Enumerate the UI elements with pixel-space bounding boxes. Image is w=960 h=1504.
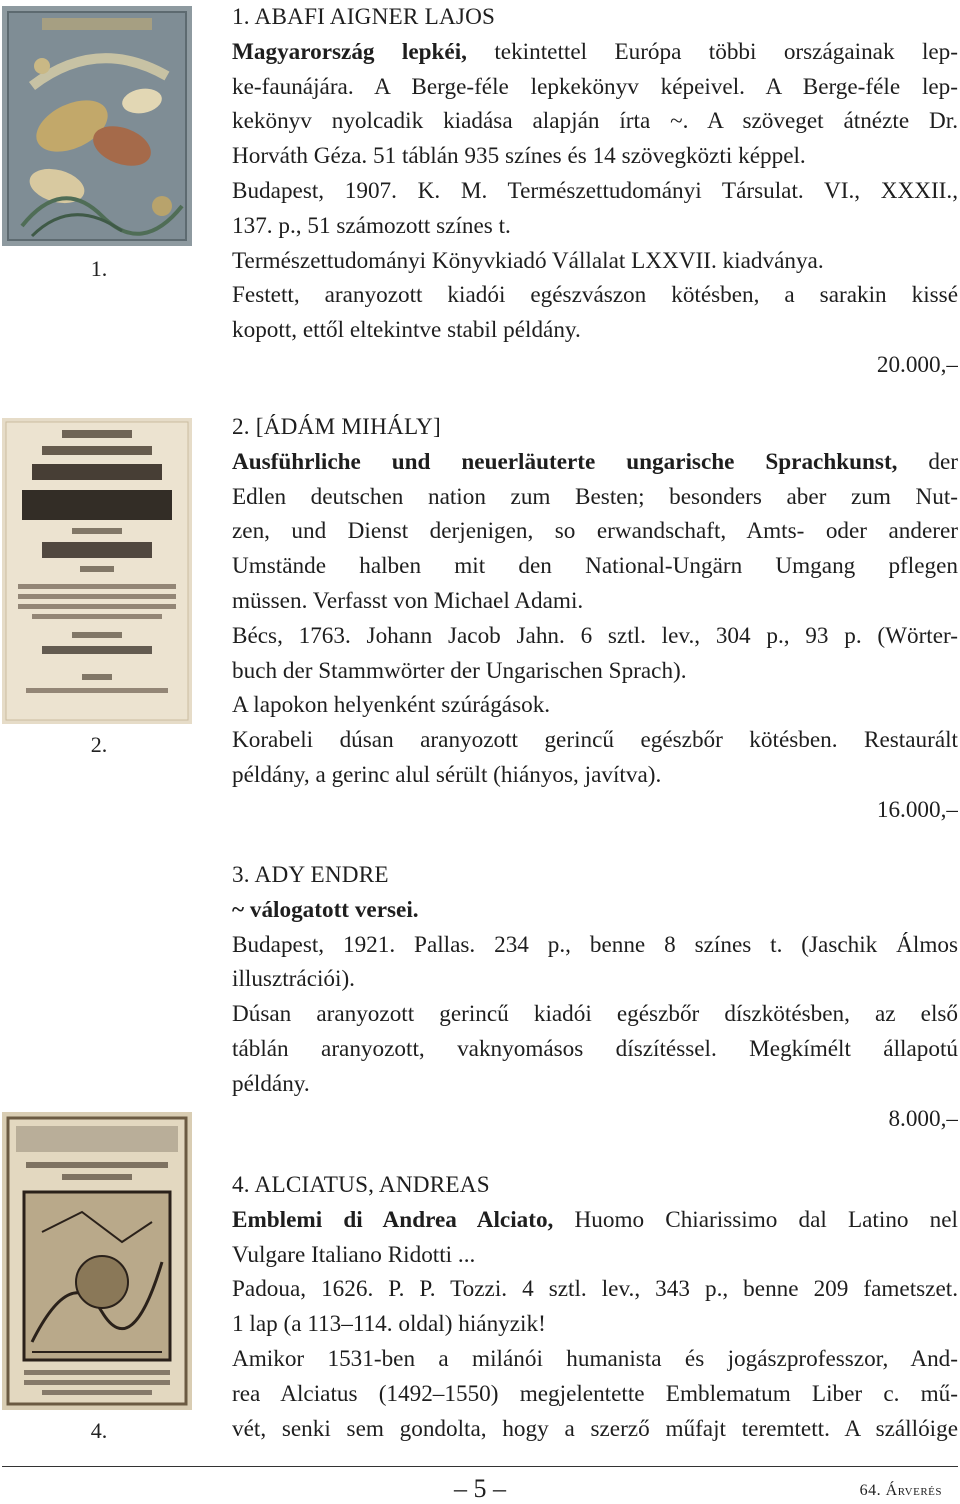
emblem-page-image-4[interactable] <box>2 1112 192 1410</box>
catalog-entry-2 <box>232 410 958 828</box>
entry-line: müssen. Verfasst von Michael Adami. <box>232 587 584 614</box>
thumbnail-label-2: 2. <box>90 732 108 757</box>
footer-divider <box>2 1466 958 1467</box>
entry-line: Vulgare Italiano Ridotti ... <box>232 1241 476 1268</box>
entry-title-rest: tekintettel Európa többi országainak lep- <box>466 38 958 65</box>
entry-line: kopott, ettől eltekintve stabil példány. <box>232 317 581 344</box>
entry-title-line <box>232 1203 958 1238</box>
entry-line: Budapest, 1921. Pallas. 234 p., benne 8 színes t. (Jaschik Álmos <box>232 931 958 958</box>
entry-line: Természettudományi Könyvkiadó Vállalat LXXVII. kiadványa. <box>232 247 824 274</box>
entry-title-line <box>232 445 958 480</box>
entry-title-rest: Huomo Chiarissimo dal Latino nel <box>553 1206 958 1233</box>
entry-heading: 4. ALCIATUS, ANDREAS <box>232 1172 490 1198</box>
entry-title: Ausführliche und neuerläuterte ungarische Sprachkunst, <box>232 448 898 475</box>
entry-line: Edlen deutschen nation zum Besten; besonders aber zum Nut- <box>232 483 958 510</box>
entry-line: Umstände halben mit den National-Ungärn Umgang pflegen <box>232 553 958 580</box>
entry-line: zen, und Dienst derjenigen, so erwandschaft, Amts- oder anderer <box>232 518 958 545</box>
entry-price: 8.000,– <box>888 1105 958 1132</box>
entry-line: Festett, aranyozott kiadói egészvászon kötésben, a sarakin kissé <box>232 282 958 309</box>
entry-heading: 1. ABAFI AIGNER LAJOS <box>232 4 496 30</box>
catalog-entry-4 <box>232 1168 958 1446</box>
entry-line: táblán aranyozott, vaknyomásos díszítéssel. Megkímélt állapotú <box>232 1035 958 1062</box>
entry-title: Magyarország lepkéi, <box>232 38 467 65</box>
entry-line: Padoua, 1626. P. P. Tozzi. 4 sztl. lev., 343 p., benne 209 fametszet. <box>232 1276 958 1303</box>
entry-line: rea Alciatus (1492–1550) megjelentette Emblematum Liber c. mű- <box>232 1380 958 1407</box>
entry-title: ~ válogatott versei. <box>232 896 419 923</box>
entry-price: 16.000,– <box>876 796 958 823</box>
entry-line: A lapokon helyenként szúrágások. <box>232 692 551 719</box>
entry-line: Dúsan aranyozott gerincű kiadói egészbőr díszkötésben, az első <box>232 1001 958 1028</box>
entry-price: 20.000,– <box>876 351 958 378</box>
auction-label: 64. Árverés <box>859 1482 942 1499</box>
entry-line: Horváth Géza. 51 táblán 935 színes és 14 szövegközti képpel. <box>232 143 806 170</box>
entry-heading: 2. [ÁDÁM MIHÁLY] <box>232 414 441 440</box>
entry-line: buch der Stammwörter der Ungarischen Sprach). <box>232 657 687 684</box>
entry-title-line <box>232 35 958 70</box>
entry-title: Emblemi di Andrea Alciato, <box>232 1206 554 1233</box>
catalog-entry-3 <box>232 858 958 1136</box>
catalog-entry-1 <box>232 0 958 383</box>
thumbnail-label-1: 1. <box>90 256 108 281</box>
page-number: – 5 – <box>454 1474 506 1503</box>
entry-line: 1 lap (a 113–114. oldal) hiányzik! <box>232 1311 546 1338</box>
entry-line: 137. p., 51 számozott színes t. <box>232 212 511 239</box>
entry-line: Amikor 1531-ben a milánói humanista és jogászprofesszor, And- <box>232 1345 958 1372</box>
entry-heading: 3. ADY ENDRE <box>232 862 389 888</box>
title-page-image-2[interactable] <box>2 418 192 724</box>
entry-line: példány, a gerinc alul sérült (hiányos, javítva). <box>232 761 662 788</box>
thumbnail-label-4: 4. <box>90 1418 108 1443</box>
book-cover-image-1[interactable] <box>2 6 192 246</box>
entry-line: kekönyv nyolcadik kiadása alapján írta ~. A szöveget átnézte Dr. <box>232 108 958 135</box>
entry-line: illusztrációi). <box>232 966 355 993</box>
entry-title-line <box>232 893 958 928</box>
entry-line: vét, senki sem gondolta, hogy a szerző műfajt teremtett. A szállóige <box>232 1415 958 1442</box>
entry-line: ke-faunájára. A Berge-féle lepkekönyv képeivel. A Berge-féle lep- <box>232 73 958 100</box>
entry-title-rest: der <box>897 448 958 475</box>
entry-line: Bécs, 1763. Johann Jacob Jahn. 6 sztl. lev., 304 p., 93 p. (Wörter- <box>232 622 958 649</box>
entry-line: példány. <box>232 1070 310 1097</box>
entry-line: Korabeli dúsan aranyozott gerincű egészbőr kötésben. Restaurált <box>232 727 958 754</box>
entry-line: Budapest, 1907. K. M. Természettudományi Társulat. VI., XXXII., <box>232 177 958 204</box>
